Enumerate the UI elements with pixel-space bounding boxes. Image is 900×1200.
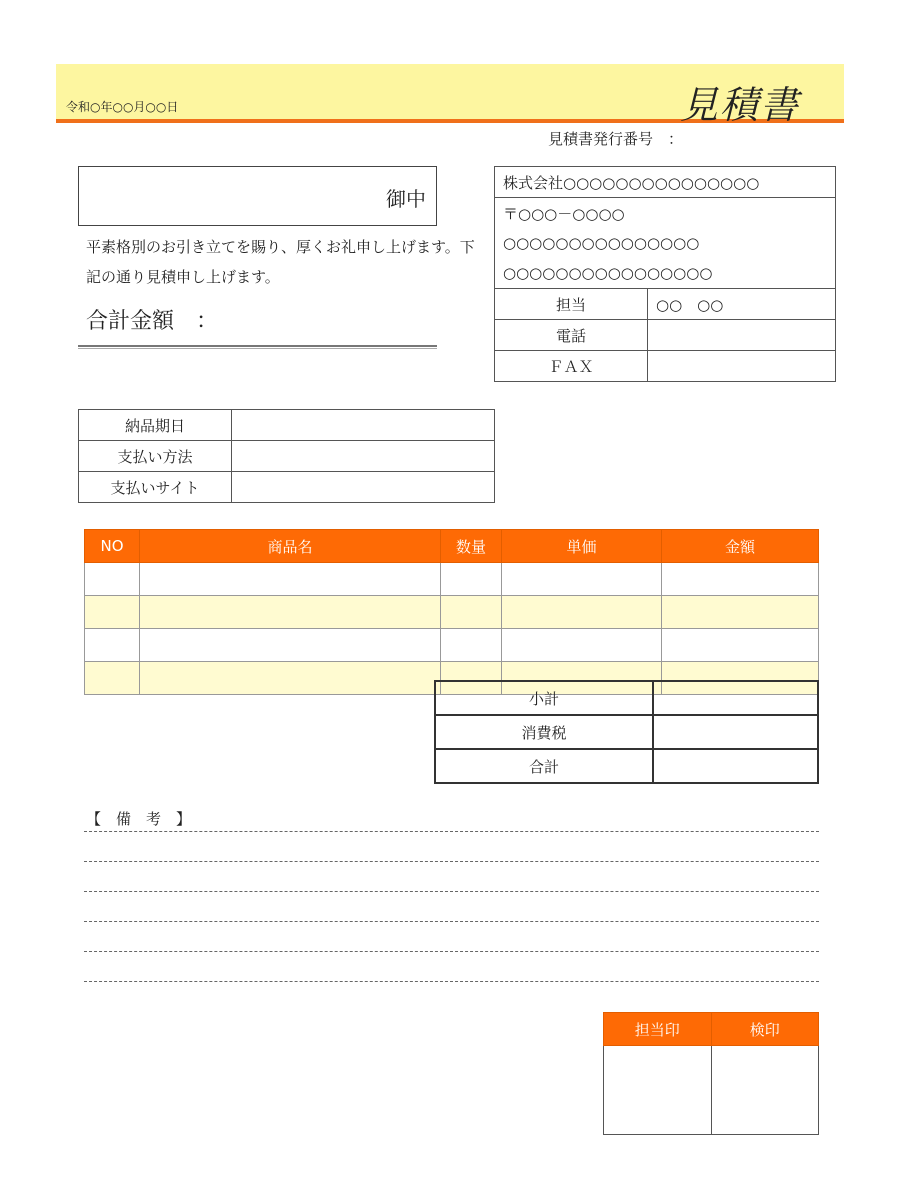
cell-amount[interactable]: [662, 629, 819, 662]
remarks-line[interactable]: [84, 891, 819, 892]
issue-number-label: 見積書発行番号 ：: [548, 130, 684, 148]
document-title: 見積書: [680, 83, 801, 127]
issue-date: 令和○年○○月○○日: [66, 100, 179, 114]
payment-terms-label: 支払いサイト: [79, 472, 232, 503]
remarks-line[interactable]: [84, 921, 819, 922]
recipient-suffix: 御中: [386, 187, 426, 211]
subtotal-value[interactable]: [653, 681, 818, 715]
cell-quantity[interactable]: [441, 629, 502, 662]
column-header-unit-price: 単価: [502, 530, 662, 563]
payment-method-value[interactable]: [232, 441, 495, 472]
approval-stamp-box[interactable]: [711, 1046, 819, 1135]
remarks-label: 【 備 考 】: [86, 810, 192, 828]
line-items-table: [84, 529, 819, 695]
remarks-line[interactable]: [84, 831, 819, 832]
cell-quantity[interactable]: [441, 596, 502, 629]
contact-label: 担当: [495, 289, 648, 320]
total-amount-underline: [78, 345, 437, 349]
subtotal-label: 小計: [435, 681, 653, 715]
payment-method-label: 支払い方法: [79, 441, 232, 472]
totals-table: [434, 680, 819, 784]
grand-total-value[interactable]: [653, 749, 818, 783]
issuer-company[interactable]: 株式会社○○○○○○○○○○○○○○○: [495, 167, 836, 198]
delivery-date-value[interactable]: [232, 410, 495, 441]
issuer-address-line-1[interactable]: ○○○○○○○○○○○○○○○: [495, 228, 836, 258]
grand-total-label: 合計: [435, 749, 653, 783]
cell-product[interactable]: [140, 596, 441, 629]
column-header-product: 商品名: [140, 530, 441, 563]
stamp-table: [603, 1012, 819, 1135]
column-header-quantity: 数量: [441, 530, 502, 563]
column-header-amount: 金額: [662, 530, 819, 563]
staff-stamp-header: 担当印: [604, 1013, 712, 1046]
payment-terms-value[interactable]: [232, 472, 495, 503]
phone-label: 電話: [495, 320, 648, 351]
cell-unit-price[interactable]: [502, 563, 662, 596]
cell-quantity[interactable]: [441, 563, 502, 596]
staff-stamp-box[interactable]: [604, 1046, 712, 1135]
greeting-text: 平素格別のお引き立てを賜り、厚くお礼申し上げます。下記の通り見積申し上げます。: [86, 238, 475, 286]
fax-value[interactable]: [648, 351, 836, 382]
cell-product[interactable]: [140, 629, 441, 662]
contact-value[interactable]: ○○ ○○: [648, 289, 836, 320]
table-row: [85, 596, 819, 629]
issuer-info-table: [494, 166, 836, 382]
tax-value[interactable]: [653, 715, 818, 749]
cell-product[interactable]: [140, 662, 441, 695]
total-amount-label: 合計金額 ：: [86, 309, 219, 334]
cell-no[interactable]: [85, 629, 140, 662]
delivery-date-label: 納品期日: [79, 410, 232, 441]
table-row: [85, 629, 819, 662]
delivery-terms-table: [78, 409, 495, 503]
column-header-no: NO: [85, 530, 140, 563]
cell-amount[interactable]: [662, 563, 819, 596]
table-row: [85, 563, 819, 596]
remarks-line[interactable]: [84, 981, 819, 982]
remarks-line[interactable]: [84, 861, 819, 862]
recipient-name-field[interactable]: [78, 166, 437, 226]
cell-product[interactable]: [140, 563, 441, 596]
approval-stamp-header: 検印: [711, 1013, 819, 1046]
cell-no[interactable]: [85, 563, 140, 596]
tax-label: 消費税: [435, 715, 653, 749]
cell-no[interactable]: [85, 596, 140, 629]
cell-unit-price[interactable]: [502, 596, 662, 629]
cell-no[interactable]: [85, 662, 140, 695]
cell-amount[interactable]: [662, 596, 819, 629]
issuer-address-line-2[interactable]: ○○○○○○○○○○○○○○○○: [495, 258, 836, 289]
issuer-postal-code[interactable]: 〒○○○－○○○○: [495, 198, 836, 229]
remarks-line[interactable]: [84, 951, 819, 952]
fax-label: ＦＡＸ: [495, 351, 648, 382]
cell-unit-price[interactable]: [502, 629, 662, 662]
phone-value[interactable]: [648, 320, 836, 351]
